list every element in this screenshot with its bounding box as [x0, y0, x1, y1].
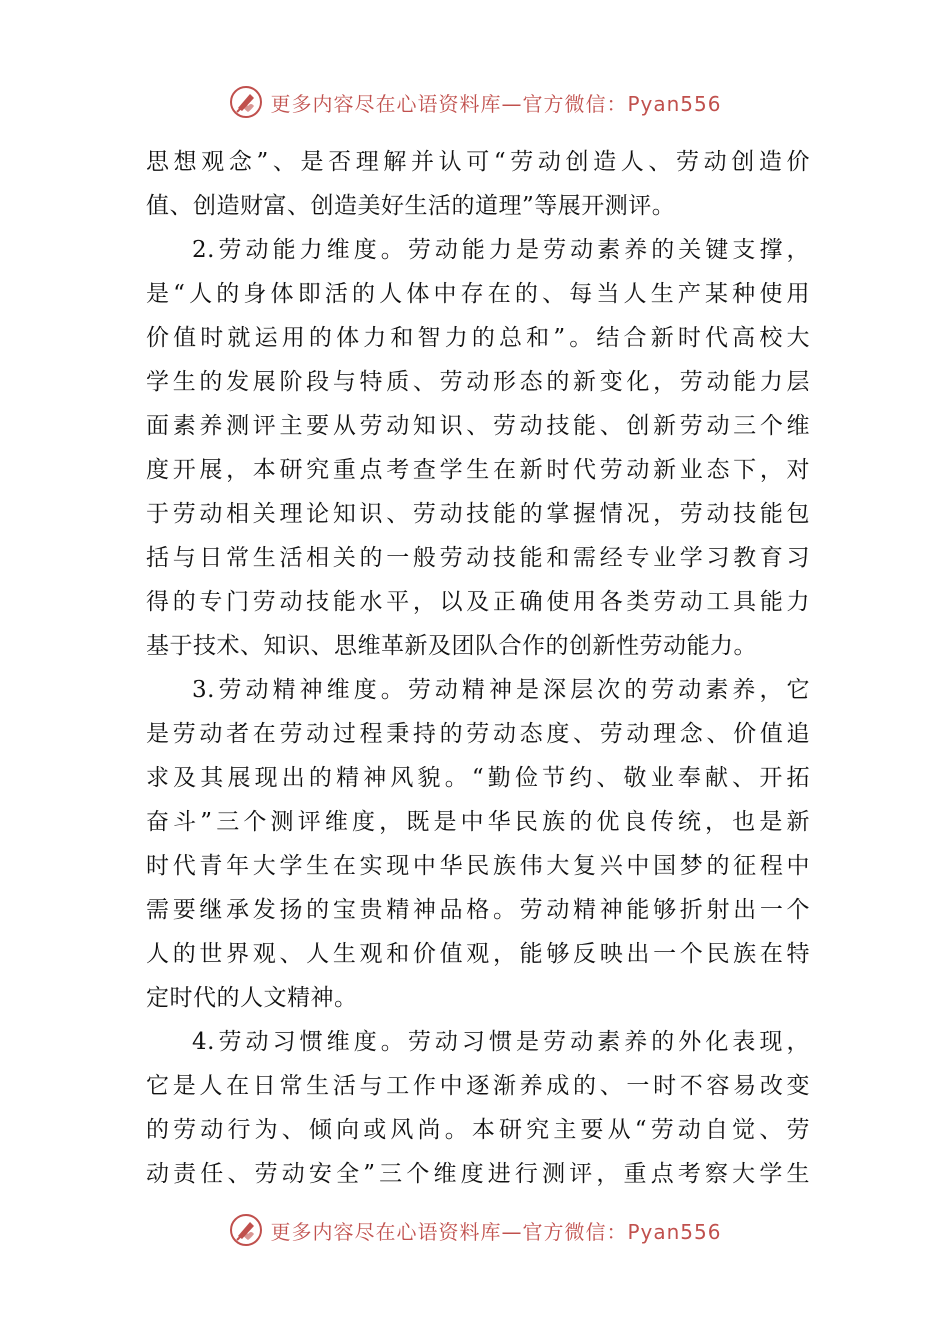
- pen-heart-logo-icon: [228, 84, 264, 120]
- text-line: 4.劳动习惯维度。劳动习惯是劳动素养的外化表现，: [192, 1029, 810, 1055]
- text-line: 度开展，本研究重点考查学生在新时代劳动新业态下，对: [146, 457, 810, 483]
- text-line: 基于技术、知识、思维革新及团队合作的创新性劳动能力。: [146, 633, 757, 659]
- text-line: 时代青年大学生在实现中华民族伟大复兴中国梦的征程中: [146, 853, 810, 879]
- paragraph: [146, 140, 810, 228]
- text-line: 思想观念”、是否理解并认可“劳动创造人、劳动创造价: [146, 149, 810, 175]
- text-line: 人的世界观、人生观和价值观，能够反映出一个民族在特: [146, 941, 810, 967]
- watermark-text: 更多内容尽在心语资料库—官方微信：Pyan556: [270, 1219, 722, 1244]
- paragraph: [146, 668, 810, 1020]
- text-line: 学生的发展阶段与特质、劳动形态的新变化，劳动能力层: [146, 369, 810, 395]
- text-line: 面素养测评主要从劳动知识、劳动技能、创新劳动三个维: [146, 413, 810, 439]
- text-line: 求及其展现出的精神风貌。“勤俭节约、敬业奉献、开拓: [146, 765, 810, 791]
- paragraph: [146, 228, 810, 668]
- text-line: 于劳动相关理论知识、劳动技能的掌握情况，劳动技能包: [146, 501, 810, 527]
- text-line: 是劳动者在劳动过程秉持的劳动态度、劳动理念、价值追: [146, 721, 810, 747]
- text-line: 括与日常生活相关的一般劳动技能和需经专业学习教育习: [146, 545, 810, 571]
- text-line: 定时代的人文精神。: [146, 985, 358, 1011]
- document-body: [146, 140, 810, 1196]
- text-line: 是“人的身体即活的人体中存在的、每当人生产某种使用: [146, 281, 810, 307]
- text-line: 奋斗”三个测评维度，既是中华民族的优良传统，也是新: [146, 809, 810, 835]
- text-line: 得的专门劳动技能水平，以及正确使用各类劳动工具能力: [146, 589, 810, 615]
- text-line: 2.劳动能力维度。劳动能力是劳动素养的关键支撑，: [192, 237, 810, 263]
- watermark-text: 更多内容尽在心语资料库—官方微信：Pyan556: [270, 91, 722, 116]
- text-line: 需要继承发扬的宝贵精神品格。劳动精神能够折射出一个: [146, 897, 810, 923]
- text-line: 3.劳动精神维度。劳动精神是深层次的劳动素养，它: [192, 677, 810, 703]
- text-line: 动责任、劳动安全”三个维度进行测评，重点考察大学生: [146, 1161, 810, 1187]
- pen-heart-logo-icon: [228, 1212, 264, 1248]
- text-line: 值、创造财富、创造美好生活的道理”等展开测评。: [146, 193, 676, 219]
- footer-watermark: [0, 1210, 950, 1250]
- text-line: 价值时就运用的体力和智力的总和”。结合新时代高校大: [146, 325, 810, 351]
- paragraph: [146, 1020, 810, 1196]
- text-line: 它是人在日常生活与工作中逐渐养成的、一时不容易改变: [146, 1073, 810, 1099]
- header-watermark: [0, 82, 950, 122]
- text-line: 的劳动行为、倾向或风尚。本研究主要从“劳动自觉、劳: [146, 1117, 810, 1143]
